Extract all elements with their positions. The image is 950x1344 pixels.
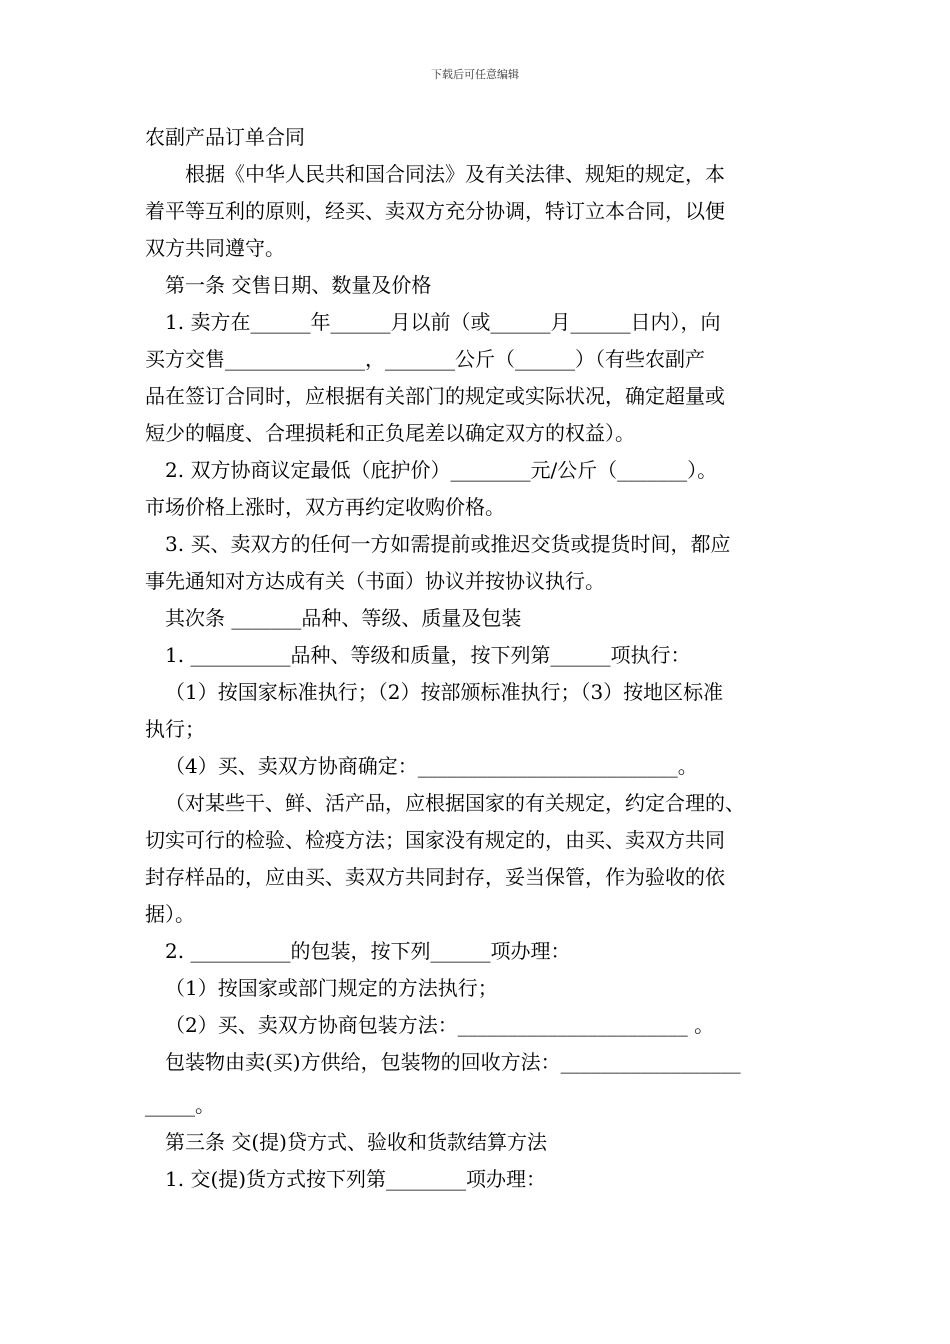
contract-line: 事先通知对方达成有关（书面）协议并按协议执行。	[145, 569, 605, 593]
contract-line: 着平等互利的原则，经买、卖双方充分协调，特订立本合同，以便	[145, 199, 725, 223]
contract-line: 据）。	[145, 902, 195, 926]
contract-body	[145, 118, 810, 1198]
contract-line: 品在签订合同时，应根据有关部门的规定或实际状况，确定超量或	[145, 384, 725, 408]
contract-line: 1. 交(提)货方式按下列第________项办理：	[165, 1167, 547, 1191]
contract-line: 市场价格上涨时，双方再约定收购价格。	[145, 495, 505, 519]
contract-line: 买方交售______________，_______公斤（______）（有些农副产	[145, 347, 705, 371]
contract-line: 第三条 交(提)贷方式、验收和货款结算方法	[165, 1130, 547, 1154]
contract-line: 第一条 交售日期、数量及价格	[165, 273, 432, 297]
contract-text	[145, 156, 810, 1198]
contract-line: （1）按国家或部门规定的方法执行；	[165, 976, 498, 1000]
contract-line: 1. __________品种、等级和质量，按下列第______项执行：	[165, 643, 691, 667]
contract-line: 2. 双方协商议定最低（庇护价）________元/公斤（_______）。	[165, 458, 718, 482]
contract-line: （4）买、卖双方协商确定：__________________________。	[165, 754, 698, 778]
contract-line: _____。	[145, 1093, 215, 1117]
contract-line: （1）按国家标准执行；（2）按部颁标准执行；（3）按地区标准	[165, 680, 724, 704]
contract-line: 1. 卖方在______年______月以前（或______月______日内），向	[165, 310, 721, 334]
contract-line: （对某些干、鲜、活产品，应根据国家的有关规定，约定合理的、	[165, 791, 745, 815]
contract-line: 3. 买、卖双方的任何一方如需提前或推迟交货或提货时间，都应	[165, 532, 731, 556]
contract-line: 根据《中华人民共和国合同法》及有关法律、规矩的规定，本	[185, 162, 725, 186]
contract-line: 短少的幅度、合理损耗和正负尾差以确定双方的权益）。	[145, 421, 635, 445]
contract-line: 双方共同遵守。	[145, 236, 285, 260]
contract-line: 封存样品的，应由买、卖双方共同封存，妥当保管，作为验收的依	[145, 865, 725, 889]
contract-line: 其次条 _______品种、等级、质量及包装	[165, 606, 522, 630]
contract-line: 切实可行的检验、检疫方法；国家没有规定的，由买、卖双方共同	[145, 828, 725, 852]
contract-line: 包装物由卖(买)方供给，包装物的回收方法：__________________	[165, 1050, 741, 1074]
contract-line: 2. __________的包装，按下列______项办理：	[165, 939, 571, 963]
page-header: 下载后可任意编辑	[431, 68, 519, 81]
contract-line: 执行；	[145, 717, 205, 741]
document-title: 农副产品订单合同	[145, 125, 305, 149]
contract-line: （2）买、卖双方协商包装方法：_______________________ 。	[165, 1013, 715, 1037]
